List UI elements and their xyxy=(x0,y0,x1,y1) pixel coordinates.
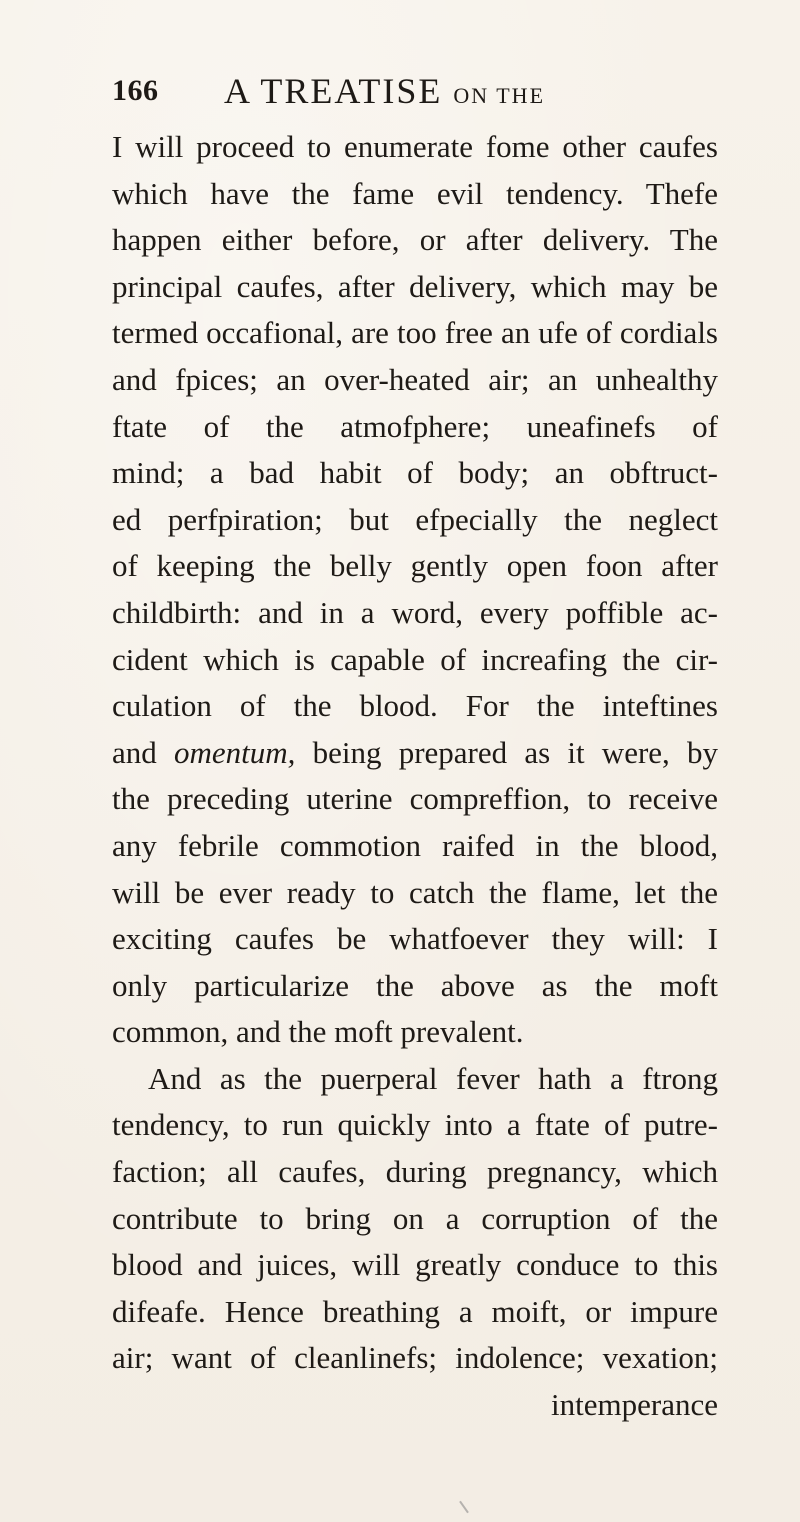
text-line: air; want of cleanlinefs; indolence; vexation; xyxy=(112,1340,718,1376)
text-line: faction; all caufes, during pregnancy, which xyxy=(112,1154,718,1190)
running-head-small: ON THE xyxy=(453,83,546,108)
text-line: any febrile commotion raifed in the blood, xyxy=(112,827,718,863)
text-line: will be ever ready to catch the flame, let the xyxy=(112,874,718,910)
text-line: cident which is capable of increafing the cir- xyxy=(112,641,718,677)
text-line: ed perfpiration; but efpecially the neglect xyxy=(112,501,718,537)
text-line: culation of the blood. For the inteftines xyxy=(112,688,718,724)
text-line: the preceding uterine compreffion, to receive xyxy=(112,781,718,817)
text-line: tendency, to run quickly into a ftate of putre- xyxy=(112,1107,718,1143)
text-line-paragraph-start: And as the puerperal fever hath a ftrong xyxy=(148,1060,718,1096)
text-line: exciting caufes be whatfoever they will: I xyxy=(112,921,718,957)
italic-term: omentum, xyxy=(173,734,296,770)
text-line: and fpices; an over-heated air; an unhealthy xyxy=(112,361,718,397)
text-line: which have the fame evil tendency. Thefe xyxy=(112,175,718,211)
text-line-start: and xyxy=(112,734,174,770)
text-line: of keeping the belly gently open foon after xyxy=(112,548,718,584)
text-line: contribute to bring on a corruption of the xyxy=(112,1200,718,1236)
page-header xyxy=(112,70,752,120)
text-line: ftate of the atmofphere; uneafinefs of xyxy=(112,408,718,444)
running-head-title: A TREATISE xyxy=(224,71,443,111)
body-text xyxy=(112,124,718,1429)
ink-mark xyxy=(459,1501,469,1514)
text-line-paragraph-end: common, and the moft prevalent. xyxy=(112,1014,524,1050)
running-head xyxy=(224,70,545,112)
page-number: 166 xyxy=(112,74,159,107)
text-line: happen either before, or after delivery. The xyxy=(112,222,718,258)
text-line-omentum xyxy=(112,730,718,777)
catchword: intemperance xyxy=(551,1387,718,1423)
text-line: blood and juices, will greatly conduce to this xyxy=(112,1247,718,1283)
text-line: difeafe. Hence breathing a moift, or impure xyxy=(112,1293,718,1329)
text-line-rest: being prepared as it were, by xyxy=(295,734,719,770)
text-line: childbirth: and in a word, every poffible ac- xyxy=(112,594,718,630)
text-line: principal caufes, after delivery, which may be xyxy=(112,268,718,304)
text-line: termed occafional, are too free an ufe of cordials xyxy=(112,315,718,351)
text-line: only particularize the above as the moft xyxy=(112,967,718,1003)
text-line: I will proceed to enumerate fome other caufes xyxy=(112,129,718,164)
text-line: mind; a bad habit of body; an obftruct- xyxy=(112,455,718,491)
